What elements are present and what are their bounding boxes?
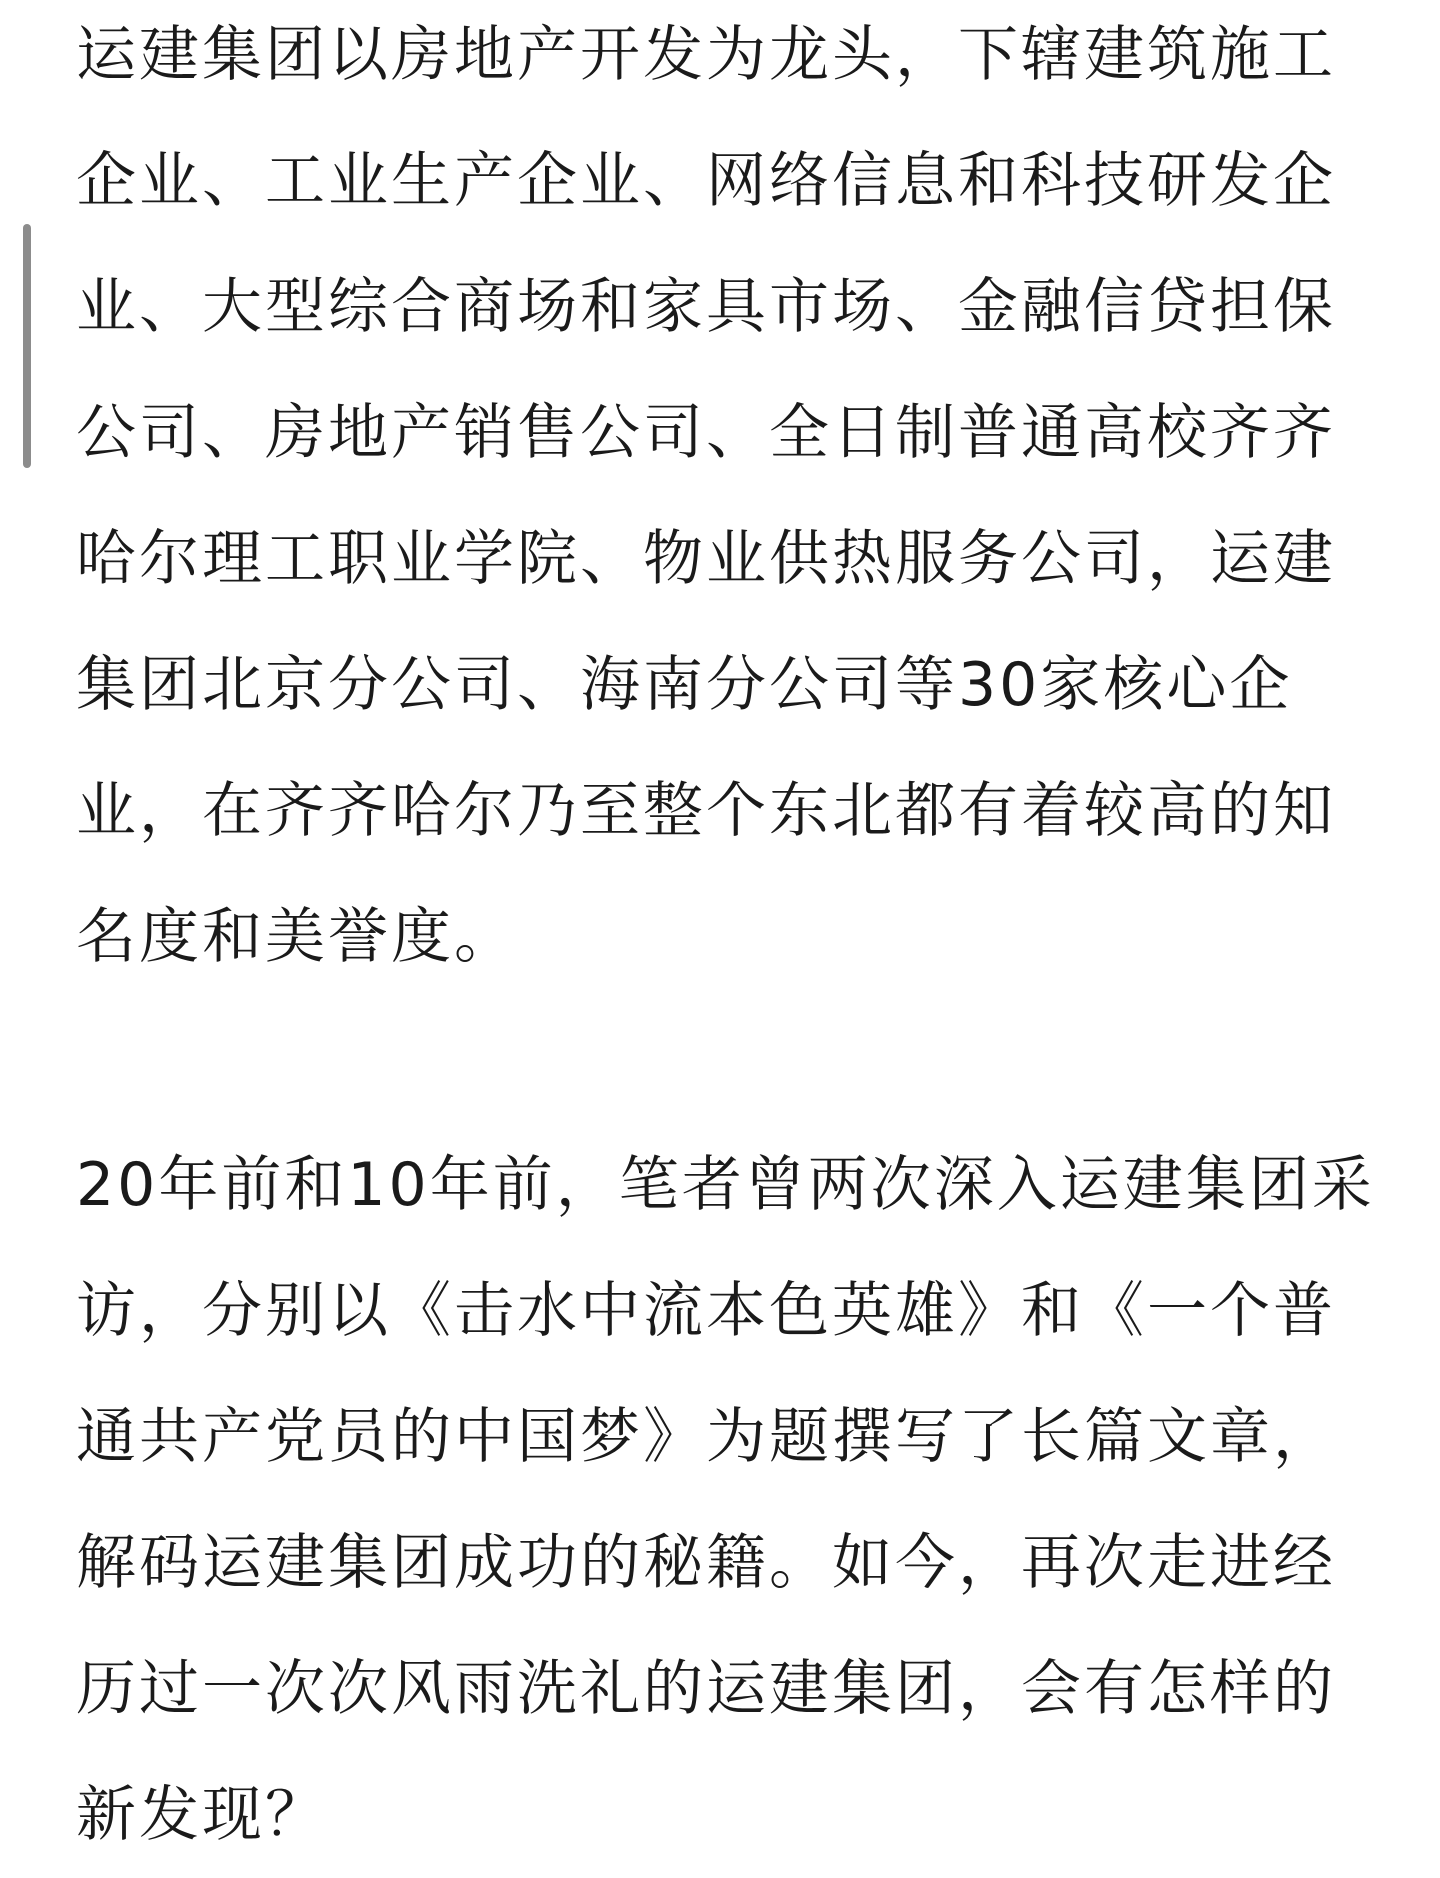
text-line: 新发现？: [76, 1780, 328, 1850]
text-line: 通共产党员的中国梦》为题撰写了长篇文章，: [76, 1402, 1336, 1472]
scroll-indicator[interactable]: [23, 224, 31, 468]
text-line: 企业、工业生产企业、网络信息和科技研发企: [76, 146, 1336, 216]
text-line: 访，分别以《击水中流本色英雄》和《一个普: [76, 1276, 1336, 1346]
article-body: [76, 0, 1376, 1878]
text-line: 哈尔理工职业学院、物业供热服务公司，运建: [76, 524, 1336, 594]
text-line: 20年前和10年前，笔者曾两次深入运建集团采: [76, 1150, 1375, 1220]
paragraph-company-overview: [76, 0, 1376, 1000]
text-line: 解码运建集团成功的秘籍。如今，再次走进经: [76, 1528, 1336, 1598]
text-line: 运建集团以房地产开发为龙头，下辖建筑施工: [76, 20, 1336, 90]
text-line: 业、大型综合商场和家具市场、金融信贷担保: [76, 272, 1336, 342]
text-line: 集团北京分公司、海南分公司等30家核心企: [76, 650, 1293, 720]
paragraph-author-visits: [76, 1122, 1376, 1878]
text-line: 名度和美誉度。: [76, 902, 517, 972]
text-line: 业，在齐齐哈尔乃至整个东北都有着较高的知: [76, 776, 1336, 846]
text-line: 公司、房地产销售公司、全日制普通高校齐齐: [76, 398, 1336, 468]
text-line: 历过一次次风雨洗礼的运建集团，会有怎样的: [76, 1654, 1336, 1724]
